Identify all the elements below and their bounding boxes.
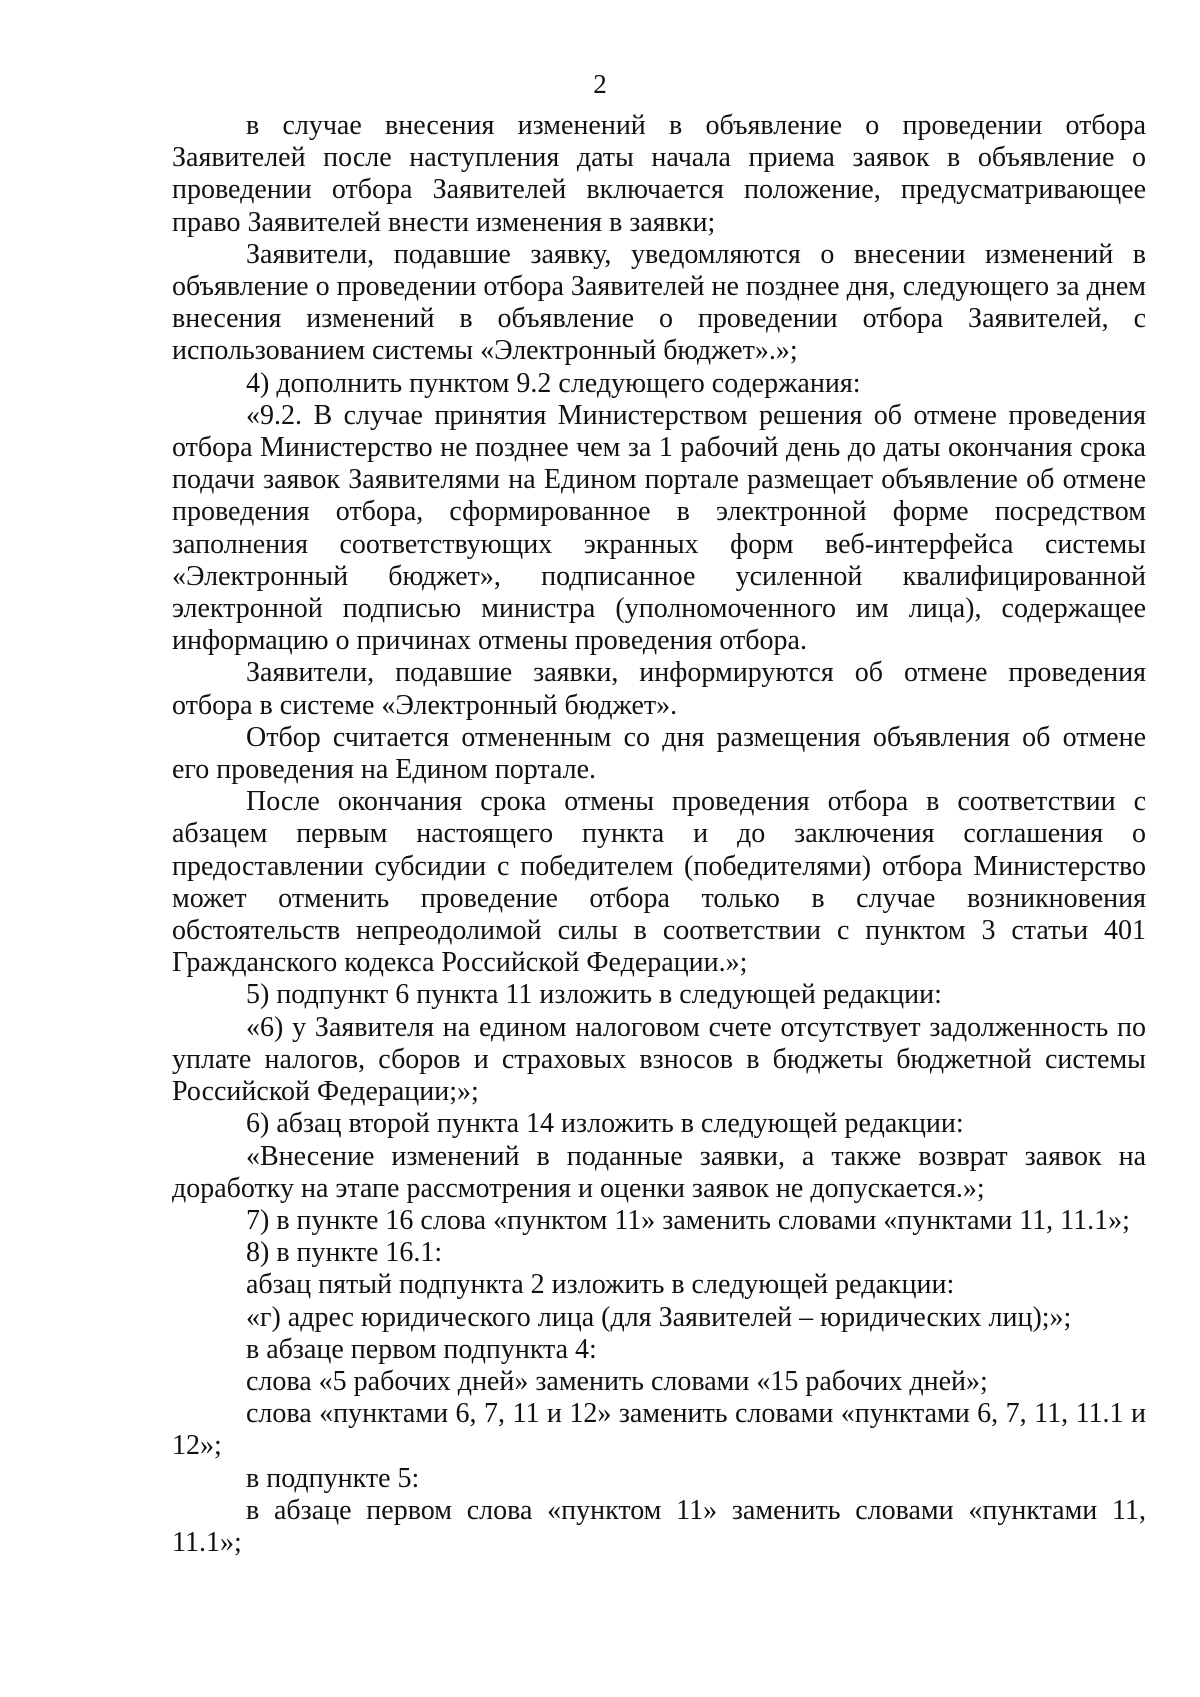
paragraph: слова «5 рабочих дней» заменить словами «15 рабочих дней»; [246,1365,988,1397]
paragraph: «6) у Заявителя на едином налоговом счете отсутствует задолженность по уплате налогов, сборов и страховых взносов в бюджеты бюджетной системы Российской Федерации;»; [172,1011,1146,1108]
paragraph: Отбор считается отмененным со дня размещения объявления об отмене его проведения на Едином портале. [172,721,1146,786]
paragraph: 7) в пункте 16 слова «пунктом 11» заменить словами «пунктами 11, 11.1»; [246,1204,1130,1236]
paragraph: слова «пунктами 6, 7, 11 и 12» заменить словами «пунктами 6, 7, 11, 11.1 и 12»; [172,1398,1146,1462]
paragraph: в случае внесения изменений в объявление о проведении отбора Заявителей после наступления даты начала приема заявок в объявление о проведении отбора Заявителей включается положение, предусматривающее право Заявителей внести изменения в заявки; [172,110,1146,238]
paragraph: «Внесение изменений в поданные заявки, а также возврат заявок на доработку на этапе рассмотрения и оценки заявок не допускается.»; [172,1140,1146,1204]
paragraph: в подпункте 5: [246,1462,420,1494]
paragraph: в абзаце первом слова «пунктом 11» заменить словами «пунктами 11, 11.1»; [172,1494,1146,1558]
page-number: 2 [593,69,607,99]
paragraph: Заявители, подавшие заявки, информируются об отмене проведения отбора в системе «Электронный бюджет». [172,657,1146,721]
paragraph: абзац пятый подпункта 2 изложить в следующей редакции: [246,1269,955,1301]
paragraph: в абзаце первом подпункта 4: [246,1333,597,1365]
paragraph: 6) абзац второй пункта 14 изложить в следующей редакции: [246,1108,964,1140]
paragraph: 8) в пункте 16.1: [246,1237,443,1269]
document-body [172,110,1146,1559]
paragraph: «г) адрес юридического лица (для Заявителей – юридических лиц);»; [246,1301,1072,1333]
paragraph: После окончания срока отмены проведения отбора в соответствии с абзацем первым настоящего пункта и до заключения соглашения о предоставлении субсидии с победителем (победителями) отбора Министерство может отменить проведение отбора только в случае возникновения обстоятельств непреодолимой силы в соответствии с пунктом 3 статьи 401 Гражданского кодекса Российской Федерации.»; [172,786,1146,979]
paragraph: 5) подпункт 6 пункта 11 изложить в следующей редакции: [246,979,942,1011]
paragraph: «9.2. В случае принятия Министерством решения об отмене проведения отбора Министерство не позднее чем за 1 рабочий день до даты окончания срока подачи заявок Заявителями на Едином портале размещает объявление об отмене проведения отбора, сформированное в электронной форме посредством заполнения соответствующих экранных форм веб-интерфейса системы «Электронный бюджет», подписанное усиленной квалифицированной электронной подписью министра (уполномоченного им лица), содержащее информацию о причинах отмены проведения отбора. [172,399,1146,657]
paragraph: 4) дополнить пунктом 9.2 следующего содержания: [246,367,861,399]
paragraph: Заявители, подавшие заявку, уведомляются о внесении изменений в объявление о проведении отбора Заявителей не позднее дня, следующего за днем внесения изменений в объявление о проведении отбора Заявителей, с использованием системы «Электронный бюджет».»; [172,238,1146,367]
